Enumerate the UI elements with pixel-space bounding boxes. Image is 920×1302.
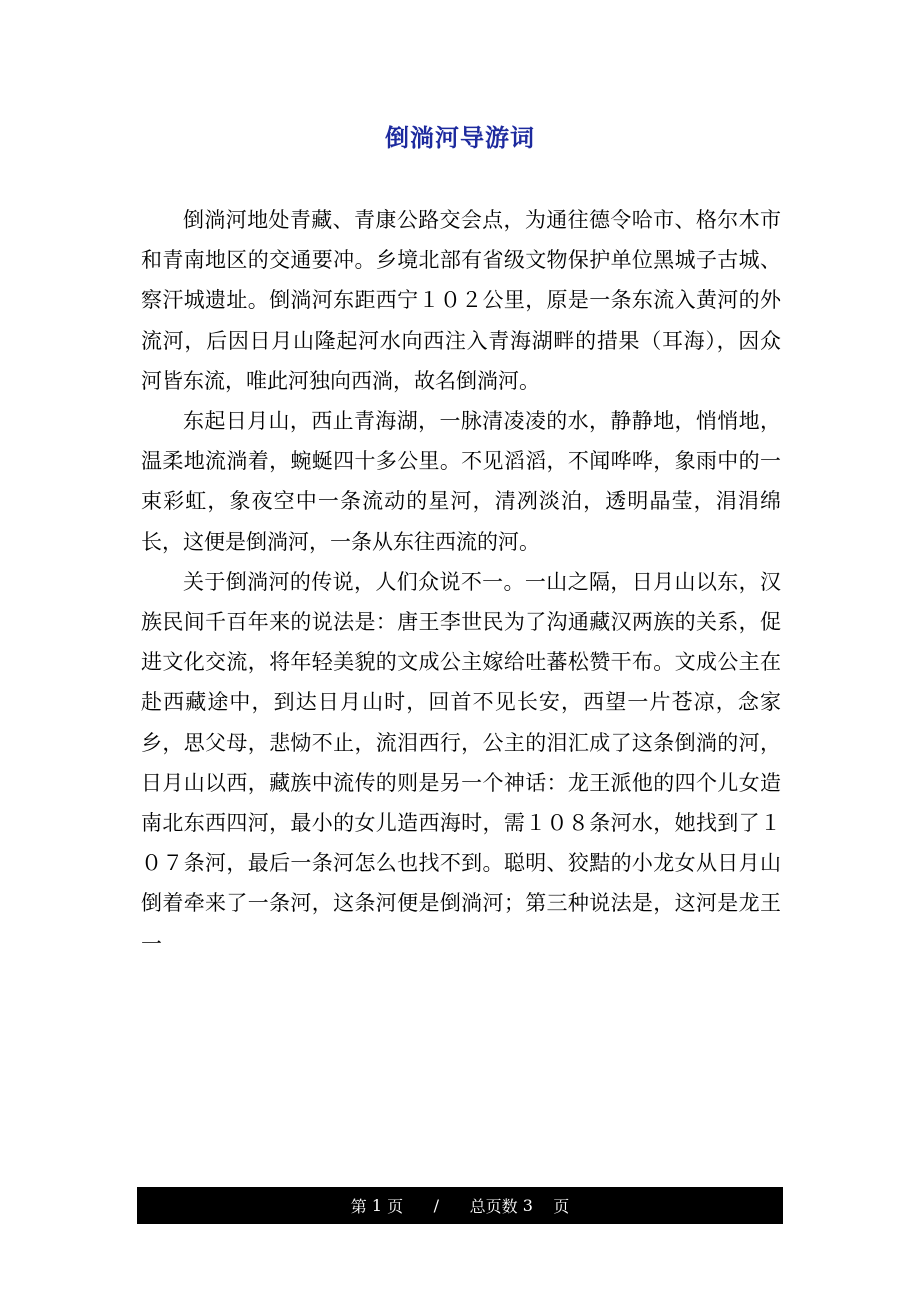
footer-separator: / (433, 1196, 440, 1215)
paragraph-2: 东起日月山，西止青海湖，一脉清凌凌的水，静静地，悄悄地，温柔地流淌着，蜿蜒四十多公里。不见滔滔，不闻哗哗，象雨中的一束彩虹，象夜空中一条流动的星河，清冽淡泊，透明晶莹，涓涓绵长，这便是倒淌河，一条从东往西流的河。 (141, 409, 781, 554)
paragraph-3: 关于倒淌河的传说，人们众说不一。一山之隔，日月山以东，汉族民间千百年来的说法是：唐王李世民为了沟通藏汉两族的关系，促进文化交流，将年轻美貌的文成公主嫁给吐蕃松赞干布。文成公主在赴西藏途中，到达日月山时，回首不见长安，西望一片苍凉，念家乡，思父母，悲恸不止，流泪西行，公主的泪汇成了这条倒淌的河，日月山以西，藏族中流传的则是另一个神话：龙王派他的四个儿女造南北东西四河，最小的女儿造西海时，需１０８条河水，她找到了１０７条河，最后一条河怎么也找不到。聪明、狡黠的小龙女从日月山倒着牵来了一条河，这条河便是倒淌河；第三种说法是，这河是龙王一 (141, 569, 781, 956)
footer-page-number: 1 (371, 1196, 383, 1215)
footer-page-suffix: 页 (387, 1197, 404, 1216)
footer-total-suffix: 页 (553, 1197, 570, 1216)
footer-total-prefix: 总页数 (469, 1197, 518, 1216)
page-footer (137, 1187, 783, 1224)
footer-total-pages: 3 (522, 1196, 533, 1215)
paragraph-1: 倒淌河地处青藏、青康公路交会点，为通往德令哈市、格尔木市和青南地区的交通要冲。乡境北部有省级文物保护单位黑城子古城、察汗城遗址。倒淌河东距西宁１０２公里，原是一条东流入黄河的外流河，后因日月山隆起河水向西注入青海湖畔的措果（耳海），因众河皆东流，唯此河独向西淌，故名倒淌河。 (141, 208, 781, 393)
footer-page-prefix: 第 (350, 1197, 367, 1216)
document-body (141, 200, 781, 964)
document-title: 倒淌河导游词 (385, 124, 535, 152)
